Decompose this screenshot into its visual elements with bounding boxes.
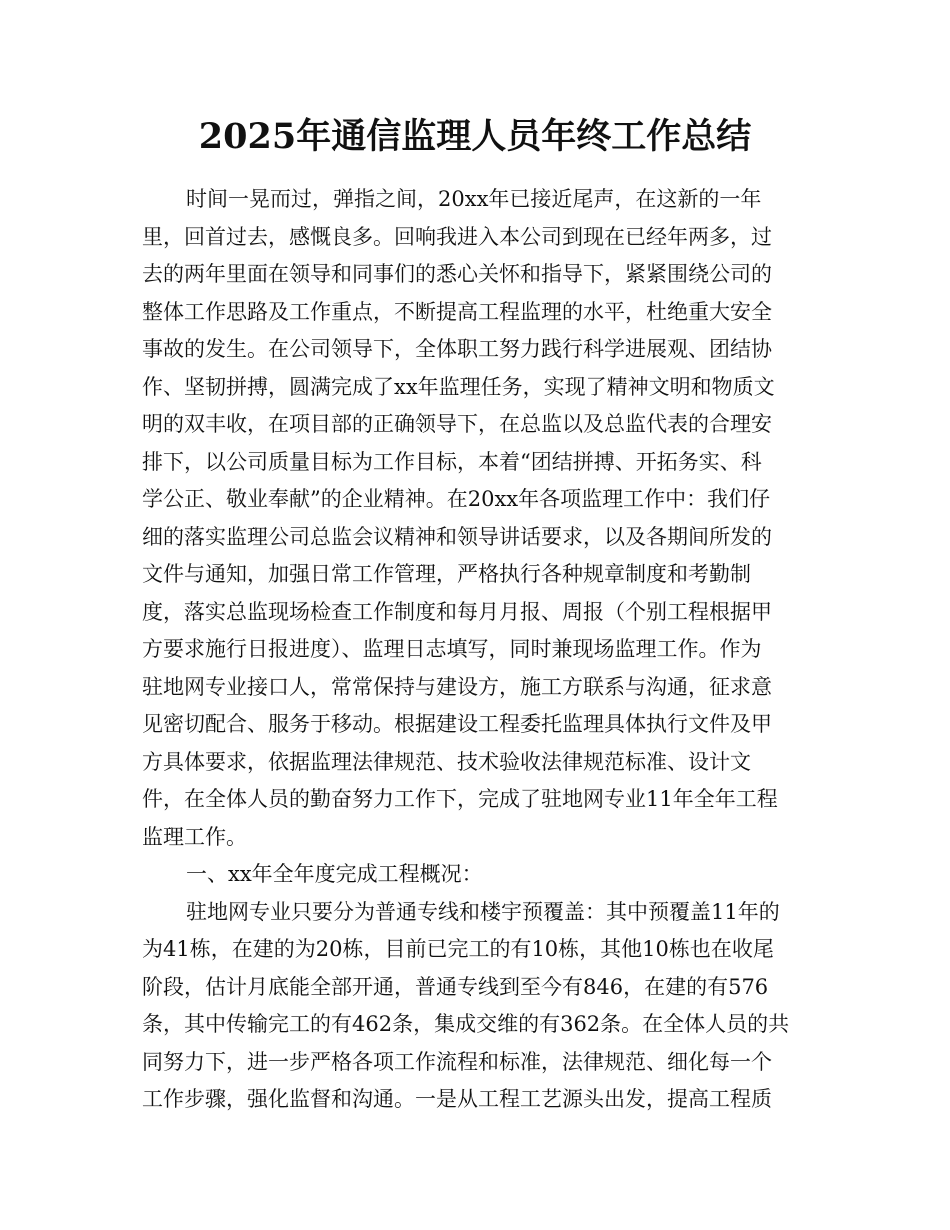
text-line: 监理工作。 — [142, 824, 247, 849]
text-line: 阶段，估计月底能全部开通，普通专线到至今有846，在建的有576 — [142, 974, 769, 999]
text-line: 度，落实总监现场检查工作制度和每月月报、周报（个别工程根据甲 — [142, 599, 772, 624]
text-line: 方具体要求，依据监理法律规范、技术验收法律规范标准、设计文 — [142, 749, 751, 774]
text-line: 见密切配合、服务于移动。根据建设工程委托监理具体执行文件及甲 — [142, 712, 772, 736]
text-line: 明的双丰收，在项目部的正确领导下，在总监以及总监代表的合理安 — [142, 412, 772, 436]
text-line: 去的两年里面在领导和同事们的悉心关怀和指导下，紧紧围绕公司的 — [142, 262, 772, 286]
text-line: 细的落实监理公司总监会议精神和领导讲话要求，以及各期间所发的 — [142, 524, 772, 549]
text-line: 文件与通知，加强日常工作管理，严格执行各种规章制度和考勤制 — [142, 562, 751, 586]
text-line: 驻地网专业接口人，常常保持与建设方，施工方联系与沟通，征求意 — [142, 674, 772, 699]
document-title: 2025年通信监理人员年终工作总结 — [198, 116, 752, 157]
text-line: 工作步骤，强化监督和沟通。一是从工程工艺源头出发，提高工程质 — [142, 1087, 772, 1111]
text-line: 为41栋，在建的为20栋，目前已完工的有10栋，其他10栋也在收尾 — [142, 937, 774, 961]
text-line: 时间一晃而过，弹指之间，20xx年已接近尾声，在这新的一年 — [186, 187, 762, 211]
text-line: 事故的发生。在公司领导下，全体职工努力践行科学进展观、团结协 — [142, 337, 772, 361]
text-line: 整体工作思路及工作重点，不断提高工程监理的水平，杜绝重大安全 — [142, 299, 772, 324]
text-line: 排下，以公司质量目标为工作目标，本着“团结拼搏、开拓务实、科 — [142, 449, 762, 474]
text-line: 里，回首过去，感慨良多。回响我进入本公司到现在已经年两多，过 — [142, 224, 772, 249]
text-line: 方要求施行日报进度）、监理日志填写，同时兼现场监理工作。作为 — [142, 637, 762, 661]
text-line: 作、坚韧拼搏，圆满完成了xx年监理任务，实现了精神文明和物质文 — [142, 374, 775, 399]
document-body — [142, 181, 812, 1119]
text-line: 驻地网专业只要分为普通专线和楼宇预覆盖：其中预覆盖11年的 — [186, 899, 780, 924]
text-line: 一、xx年全年度完成工程概况： — [186, 862, 483, 886]
text-line: 条，其中传输完工的有462条，集成交维的有362条。在全体人员的共 — [142, 1012, 790, 1036]
text-line: 同努力下，进一步严格各项工作流程和标准，法律规范、细化每一个 — [142, 1049, 772, 1074]
text-line: 学公正、敬业奉献”的企业精神。在20xx年各项监理工作中：我们仔 — [142, 487, 771, 511]
text-line: 件，在全体人员的勤奋努力工作下，完成了驻地网专业11年全年工程 — [142, 787, 778, 811]
